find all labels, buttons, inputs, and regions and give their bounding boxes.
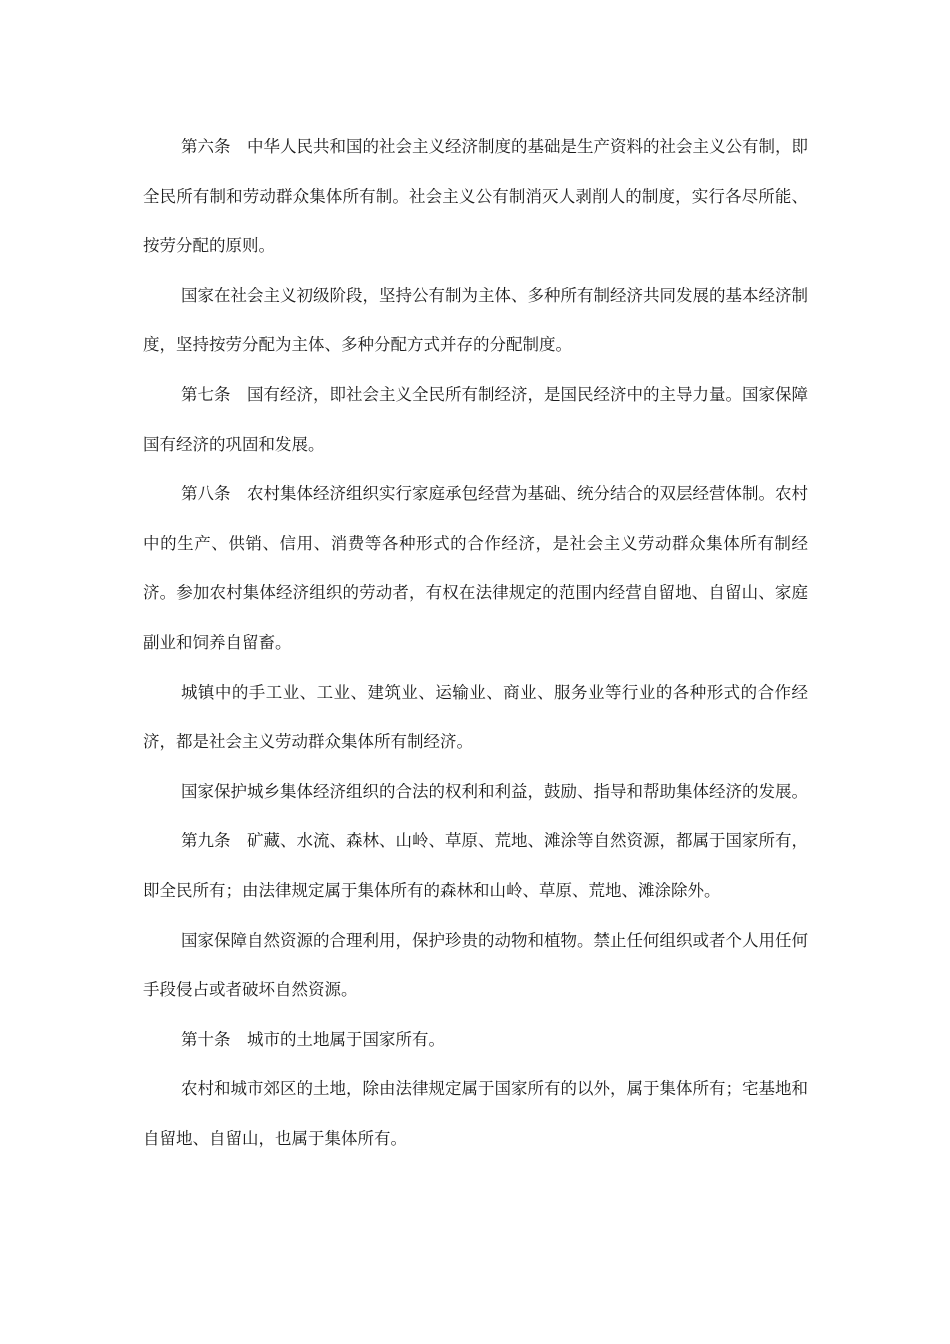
paragraph-article-7 bbox=[143, 370, 808, 469]
paragraph-text: 矿藏、水流、森林、山岭、草原、荒地、滩涂等自然资源，都属于国家所有，即全民所有；由法律规定属于集体所有的森林和山岭、草原、荒地、滩涂除外。 bbox=[143, 831, 809, 900]
paragraph-text: 国有经济，即社会主义全民所有制经济，是国民经济中的主导力量。国家保障国有经济的巩固和发展。 bbox=[143, 384, 809, 454]
paragraph-text: 中华人民共和国的社会主义经济制度的基础是生产资料的社会主义公有制，即全民所有制和劳动群众集体所有制。社会主义公有制消灭人剥削人的制度，实行各尽所能、按劳分配的原则。 bbox=[143, 137, 809, 256]
paragraph-article-8-3 bbox=[143, 767, 808, 817]
paragraph-text: 农村和城市郊区的土地，除由法律规定属于国家所有的以外，属于集体所有；宅基地和自留地、自留山，也属于集体所有。 bbox=[143, 1079, 808, 1148]
paragraph-text: 国家保障自然资源的合理利用，保护珍贵的动物和植物。禁止任何组织或者个人用任何手段侵占或者破坏自然资源。 bbox=[143, 930, 808, 1000]
article-label: 第六条 bbox=[180, 137, 231, 156]
document-body bbox=[143, 122, 808, 1163]
paragraph-text: 城镇中的手工业、工业、建筑业、运输业、商业、服务业等行业的各种形式的合作经济，都是社会主义劳动群众集体所有制经济。 bbox=[143, 682, 808, 752]
paragraph-article-8-2 bbox=[143, 668, 808, 767]
article-label: 第八条 bbox=[180, 484, 231, 504]
paragraph-article-6-2 bbox=[143, 271, 808, 370]
article-label: 第九条 bbox=[180, 831, 231, 851]
paragraph-article-9 bbox=[143, 816, 808, 915]
paragraph-article-10 bbox=[143, 1015, 808, 1065]
paragraph-text: 城市的土地属于国家所有。 bbox=[246, 1029, 445, 1049]
paragraph-text: 国家在社会主义初级阶段，坚持公有制为主体、多种所有制经济共同发展的基本经济制度，坚持按劳分配为主体、多种分配方式并存的分配制度。 bbox=[143, 285, 808, 355]
article-label: 第十条 bbox=[180, 1029, 231, 1049]
article-label: 第七条 bbox=[180, 384, 231, 404]
paragraph-article-8 bbox=[143, 469, 808, 667]
paragraph-text: 国家保护城乡集体经济组织的合法的权利和利益，鼓励、指导和帮助集体经济的发展。 bbox=[180, 781, 808, 801]
paragraph-article-10-2 bbox=[143, 1064, 808, 1163]
paragraph-article-9-2 bbox=[143, 916, 808, 1015]
paragraph-article-6 bbox=[143, 122, 808, 271]
paragraph-text: 农村集体经济组织实行家庭承包经营为基础、统分结合的双层经营体制。农村中的生产、供销、信用、消费等各种形式的合作经济，是社会主义劳动群众集体所有制经济。参加农村集体经济组织的劳动者，有权在法律规定的范围内经营自留地、自留山、家庭副业和饲养自留畜。 bbox=[143, 484, 809, 652]
